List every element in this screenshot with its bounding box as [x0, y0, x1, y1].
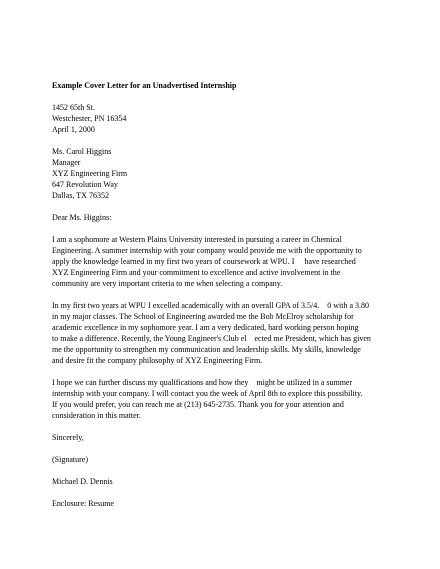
closing: Sincerely, [52, 433, 84, 442]
recipient-street: 647 Revolution Way [52, 180, 118, 189]
enclosure: Enclosure: Resume [52, 499, 114, 508]
recipient-address [52, 146, 392, 201]
paragraph-line: academic excellence in my sophomore year. I am a very dedicated, hard working person hoping [52, 323, 359, 332]
paragraph-line: community are very important criteria to me when selecting a company. [52, 279, 283, 288]
paragraph-line: If you would prefer, you can reach me at (213) 645-2735. Thank you for your attention and [52, 400, 344, 409]
paragraph-line: I am a sophomore at Western Plains University interested in pursuing a career in Chemical [52, 235, 342, 244]
recipient-company: XYZ Engineering Firm [52, 169, 128, 178]
signature: (Signature) [52, 455, 88, 464]
letter-date: April 1, 2000 [52, 125, 95, 134]
paragraph-line: Engineering. A summer internship with your company would provide me with the opportunity to [52, 246, 362, 255]
paragraph-line: I hope we can further discuss my qualifications and how they might be utilized in a summer [52, 378, 353, 387]
paragraph-line: in my major classes. The School of Engineering awarded me the Bob McElroy scholarship for [52, 312, 354, 321]
letter-title: Example Cover Letter for an Unadvertised Internship [52, 81, 237, 90]
sender-address-line: Westchester, PN 16354 [52, 114, 127, 123]
sender-address-line: 1452 65th St. [52, 103, 95, 112]
body-paragraph-2 [52, 300, 392, 366]
paragraph-line: In my first two years at WPU I excelled academically with an overall GPA of 3.5/4. 0 with a 3.80 [52, 301, 370, 310]
paragraph-line: and desire fit the company philosophy of XYZ Engineering Firm. [52, 356, 263, 365]
body-paragraph-1 [52, 234, 392, 289]
paragraph-line: me the opportunity to strengthen my communication and leadership skills. My skills, knowledge [52, 345, 361, 354]
recipient-title: Manager [52, 158, 81, 167]
paragraph-line: XYZ Engineering Firm and your commitment to excellence and active involvement in the [52, 268, 341, 277]
salutation: Dear Ms. Higgins: [52, 213, 112, 222]
body-paragraph-3 [52, 377, 392, 421]
paragraph-line: consideration in this matter. [52, 411, 141, 420]
recipient-city: Dallas, TX 76352 [52, 191, 109, 200]
paragraph-line: internship with your company. I will contact you the week of April 8th to explore this possibility. [52, 389, 363, 398]
recipient-name: Ms. Carol Higgins [52, 147, 112, 156]
paragraph-line: to make a difference. Recently, the Young Engineer's Club el ected me President, which has given [52, 334, 371, 343]
sender-address [52, 102, 392, 135]
sender-name: Michael D. Dennis [52, 477, 113, 486]
paragraph-line: apply the knowledge learned in my first two years of coursework at WPU. I have researched [52, 257, 356, 266]
